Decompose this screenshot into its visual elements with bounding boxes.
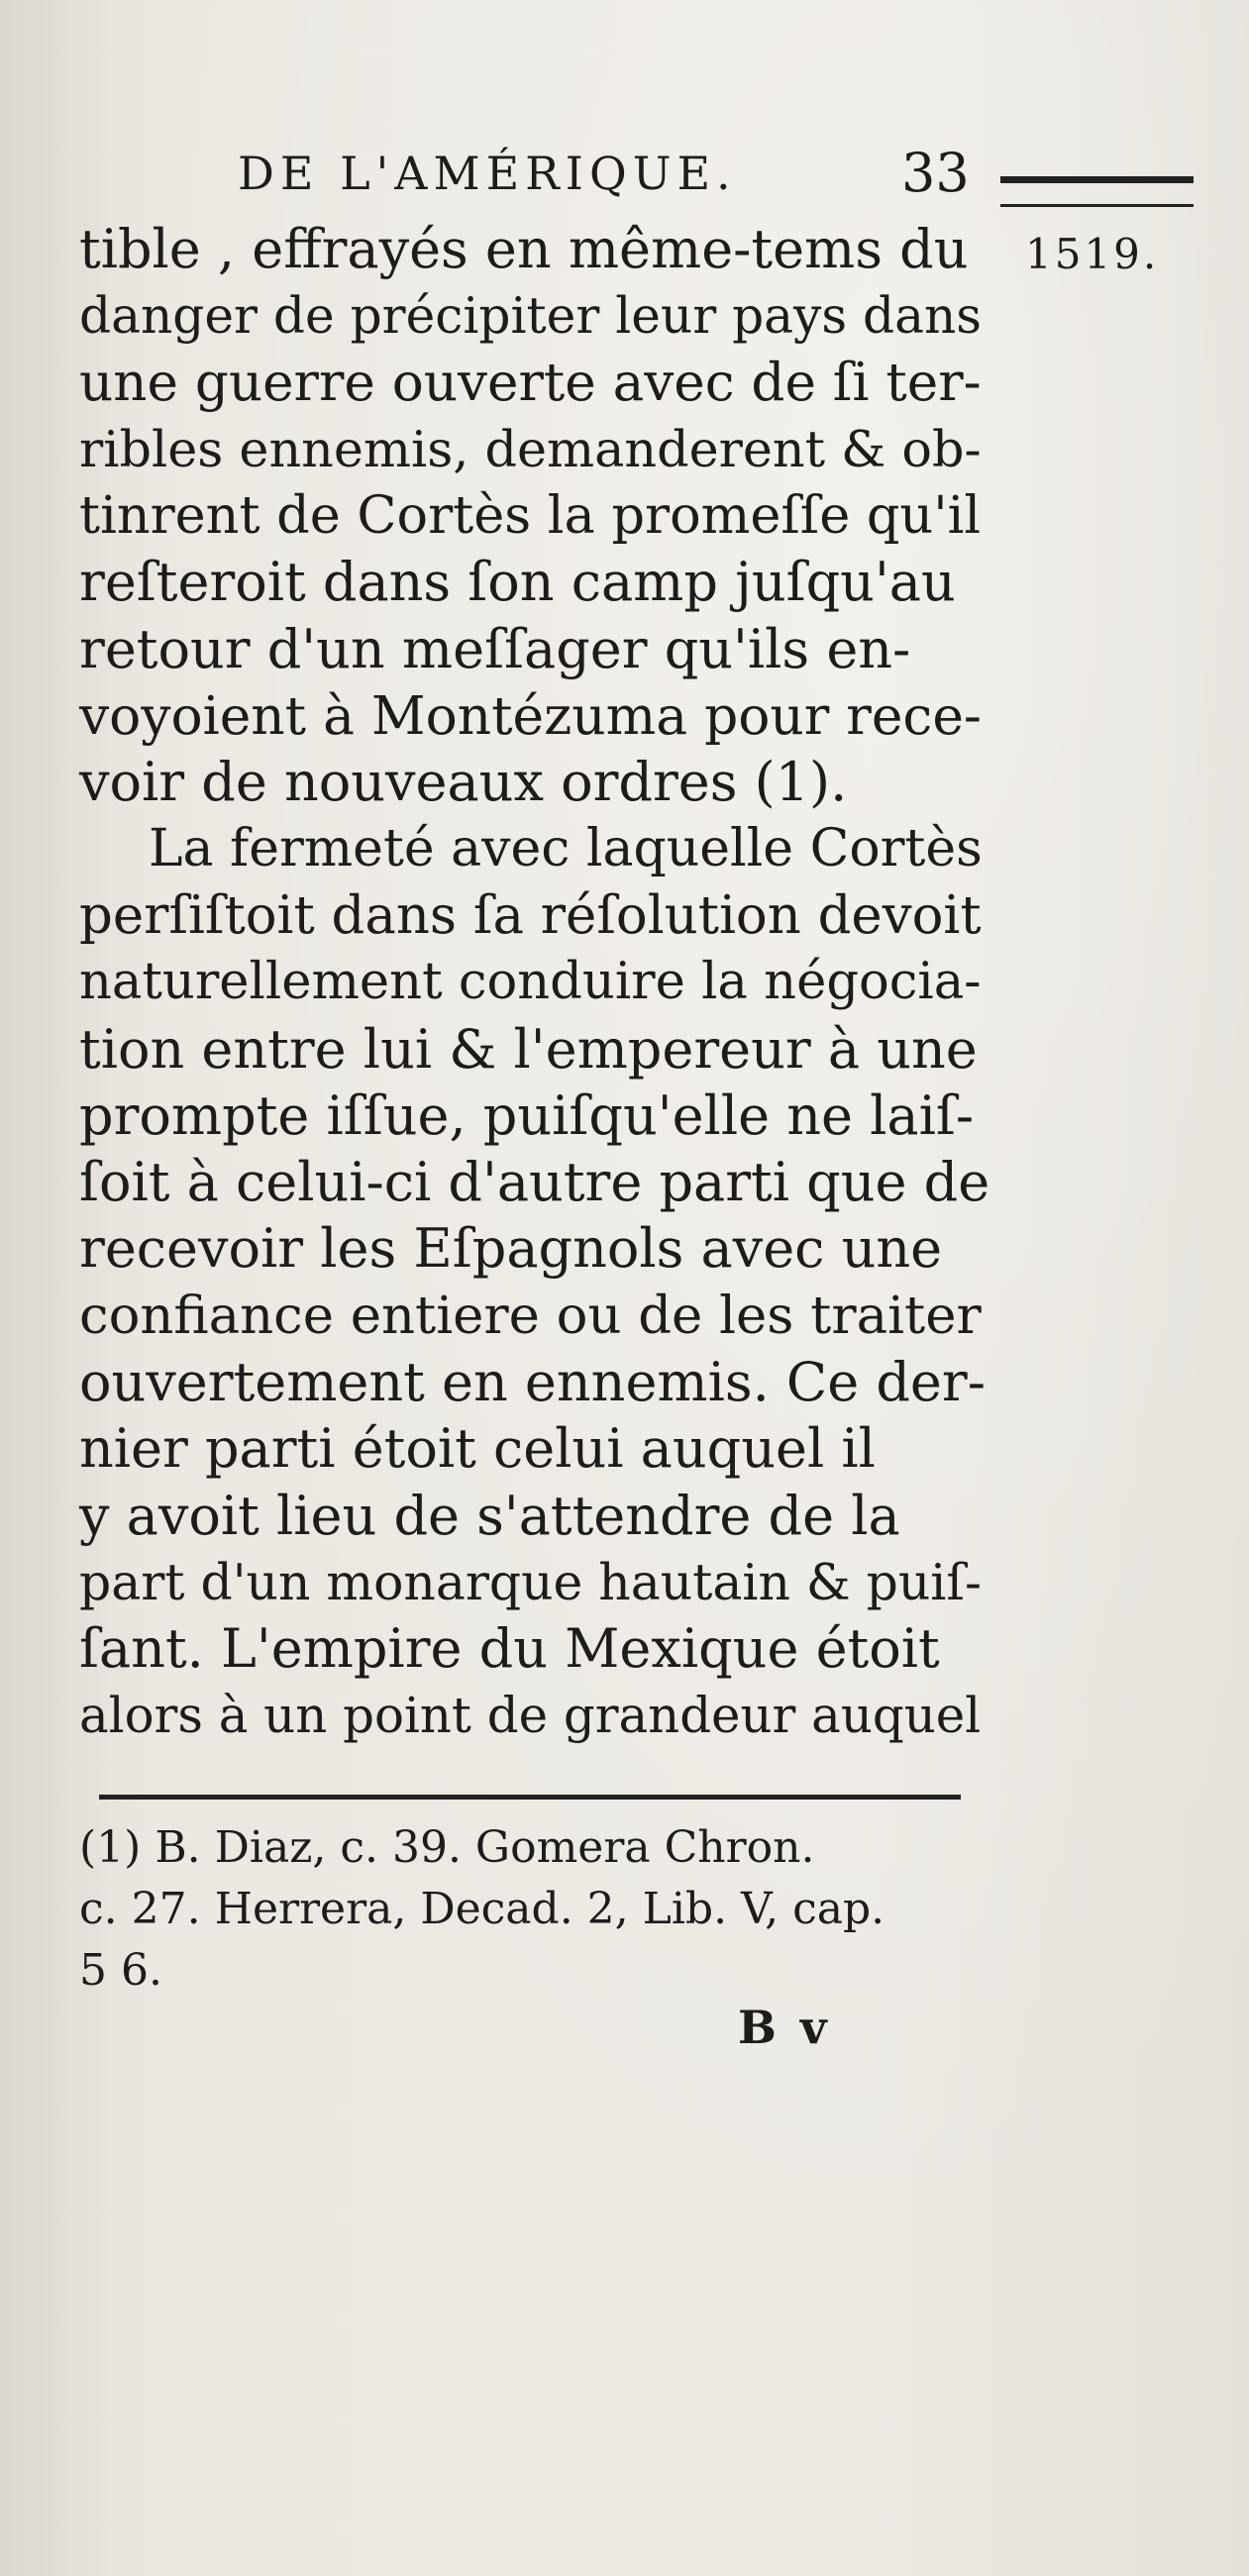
text-line: voyoient à Montézuma pour rece- [79,684,982,748]
text-line: y avoit lieu de s'attendre de la [79,1484,900,1547]
header-rule-thin [1000,204,1194,207]
page-number: 33 [901,142,970,204]
footnote-line: 5 6. [79,1945,162,1996]
text-line: confiance entiere ou de les traiter [79,1285,982,1346]
text-line: nier parti étoit celui auquel il [79,1417,876,1481]
body-text [79,216,990,1749]
footnote [79,1817,1010,2002]
running-header [238,139,990,208]
footnote-line: c. 27. Herrera, Decad. 2, Lib. V, cap. [79,1884,885,1934]
paragraph-start-line: La fermeté avec laquelle Cortès [149,818,983,878]
text-line: une guerre ouverte avec de ſi ter- [79,351,982,413]
text-line: tinrent de Cortès la promeſſe qu'il [79,485,982,547]
text-line: alors à un point de grandeur auquel [79,1686,982,1744]
running-title: DE L'AMÉRIQUE. [238,147,737,200]
text-line: prompte iſſue, puiſqu'elle ne laiſ- [79,1083,975,1147]
text-line: recevoir les Eſpagnols avec une [79,1217,943,1281]
margin-year: 1519. [1025,230,1160,278]
footnote-rule [99,1795,961,1800]
text-line: voir de nouveaux ordres (1). [79,751,848,814]
header-rule-thick [1000,176,1194,183]
text-line: perſiſtoit dans ſa réſolution devoit [79,884,982,946]
text-line: tible , effrayés en même-tems du [79,218,969,280]
text-line: ſant. L'empire du Mexique étoit [79,1617,940,1681]
text-line: tion entre lui & l'empereur à une [79,1017,978,1081]
text-line: ribles ennemis, demanderent & ob- [79,419,982,478]
text-line: reſteroit dans ſon camp juſqu'au [79,551,956,614]
text-line: danger de précipiter leur pays dans [79,286,983,346]
text-line: ouvertement en ennemis. Ce der- [79,1351,986,1414]
text-line: ſoit à celui-ci d'autre parti que de [79,1151,990,1214]
text-line: naturellement conduire la négocia- [79,953,982,1012]
text-line: retour d'un meſſager qu'ils en- [79,617,911,680]
text-line: part d'un monarque hautain & puiſ- [79,1552,983,1611]
signature-mark: B v [738,2001,831,2054]
footnote-line: (1) B. Diaz, c. 39. Gomera Chron. [79,1822,815,1873]
